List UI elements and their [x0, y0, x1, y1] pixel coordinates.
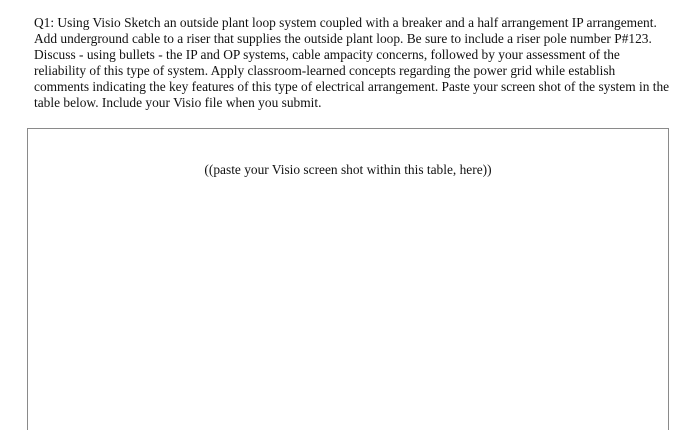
answer-table-placeholder: ((paste your Visio screen shot within this table, here)) [204, 162, 492, 177]
question-text: Q1: Using Visio Sketch an outside plant loop system coupled with a breaker and a half arrangement IP arrangement. Add underground cable to a riser that supplies the outside plant loop. Be sure to include a riser pole number P#123. Discuss - using bullets - the IP and OP systems, cable ampacity concerns, followed by your assessment of the reliability of this type of system. Apply classroom-learned concepts regarding the power grid while establish comments indicating the key features of this type of electrical arrangement. Paste your screen shot of the system in the table below. Include your Visio file when you submit. [34, 15, 670, 110]
answer-table[interactable] [27, 128, 669, 430]
